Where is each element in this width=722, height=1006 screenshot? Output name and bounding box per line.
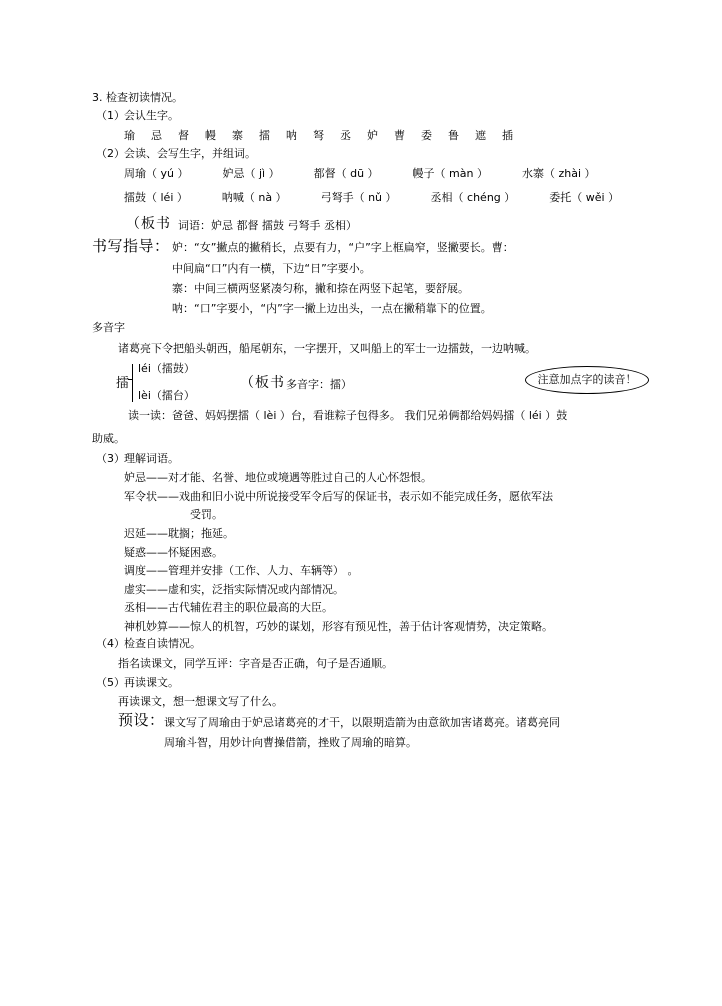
preset-line: 周瑜斗智，用妙计向曹操借箭，挫败了周瑜的暗算。: [164, 736, 417, 749]
char-item: 遮: [475, 129, 486, 142]
pinyin-item: 妒忌（ jì ）: [222, 167, 280, 180]
char-item: 呐: [286, 129, 297, 142]
definition-item: 迟延——耽搁；拖延。: [124, 527, 234, 540]
definition-item-cont: 受罚。: [190, 508, 223, 521]
preset-label: 预设：: [118, 711, 165, 729]
banshu-label: （板书: [126, 216, 171, 232]
section-title: 3. 检查初读情况。: [92, 91, 183, 104]
definition-item: 军令状——戏曲和旧小说中所说接受军令后写的保证书，表示如不能完成任务，愿依军法: [124, 490, 553, 503]
character-list: [124, 128, 529, 144]
pinyin-item: 都督（ dū ）: [313, 167, 379, 180]
definition-item: 妒忌——对才能、名誉、地位或境遇等胜过自己的人心怀怨恨。: [124, 471, 432, 484]
char-item: 委: [421, 129, 432, 142]
sub3-label: 理解词语。: [124, 452, 179, 465]
writing-guide-line: 寨：中间三横两竖紧凑匀称，撇和捺在两竖下起笔，要舒展。: [172, 282, 469, 295]
vocabulary-summary: 词语：妒忌 都督 擂鼓 弓弩手 丞相）: [178, 219, 357, 232]
sub5-label: 再读课文。: [124, 676, 179, 689]
char-item: 忌: [151, 129, 162, 142]
sub3-number: （3）: [96, 452, 125, 465]
pinyin-item: 水寨（ zhài ）: [521, 167, 596, 180]
char-item: 插: [502, 129, 513, 142]
reading-lei2: léi（擂鼓）: [138, 362, 195, 375]
sub5-number: （5）: [96, 676, 125, 689]
reading-lei4: lèi（擂台）: [138, 389, 195, 402]
char-item: 寨: [232, 129, 243, 142]
pinyin-row-2: [124, 190, 653, 206]
char-item: 丞: [340, 129, 351, 142]
polyphone-banshu-text: 多音字：擂）: [286, 378, 352, 391]
writing-guide-line: 妒：“女”撇点的撇稍长，点要有力，“户”字上框扁窄，竖撇要长。曹：: [172, 241, 514, 254]
pinyin-row-1: [124, 166, 630, 182]
definition-item: 虚实——虚和实，泛指实际情况或内部情况。: [124, 583, 344, 596]
sub2-number: （2）: [96, 147, 125, 160]
pinyin-item: 呐喊（ nà ）: [221, 191, 287, 204]
char-item: 曹: [394, 129, 405, 142]
pinyin-item: 擂鼓（ léi ）: [124, 191, 188, 204]
char-item: 幔: [205, 129, 216, 142]
char-item: 擂: [259, 129, 270, 142]
sub4-number: （4）: [96, 637, 125, 650]
pinyin-item: 周瑜（ yú ）: [124, 167, 189, 180]
char-item: 鲁: [448, 129, 459, 142]
banshu-label: （板书: [240, 375, 285, 391]
sub4-label: 检查自读情况。: [124, 637, 201, 650]
char-item: 妒: [367, 129, 378, 142]
char-item: 弩: [313, 129, 324, 142]
pinyin-item: 幔子（ màn ）: [412, 167, 488, 180]
sub1-number: （1）: [96, 109, 125, 122]
definition-item: 丞相——古代辅佐君主的职位最高的大臣。: [124, 601, 333, 614]
polyphone-heading: 多音字: [92, 321, 125, 334]
polyphone-sentence: 诸葛亮下令把船头朝西，船尾朝东，一字摆开，又叫船上的军士一边擂鼓，一边呐喊。: [118, 342, 536, 355]
pinyin-item: 弓弩手（ nǔ ）: [320, 191, 397, 204]
practice-reading: 读一读：爸爸、妈妈摆擂（ lèi ）台，看谁粽子包得多。 我们兄弟俩都给妈妈擂（ léi ）鼓: [128, 409, 568, 422]
definition-item: 神机妙算——惊人的机智，巧妙的谋划，形容有预见性，善于估计客观情势，决定策略。: [124, 620, 553, 633]
preset-line: 课文写了周瑜由于妒忌诸葛亮的才干，以限期造箭为由意欲加害诸葛亮。诸葛亮同: [164, 716, 560, 729]
sub5-text: 再读课文，想一想课文写了什么。: [118, 695, 283, 708]
sub4-text: 指名读课文，同学互评：字音是否正确，句子是否通顺。: [118, 657, 393, 670]
char-item: 督: [178, 129, 189, 142]
practice-reading-cont: 助威。: [92, 432, 125, 445]
definition-item: 调度——管理并安排（工作、人力、车辆等） 。: [124, 564, 359, 577]
definition-item: 疑惑——怀疑困惑。: [124, 546, 223, 559]
writing-guide-line: 呐：“口”字要小，“内”字一撇上边出头，一点在撇稍靠下的位置。: [172, 302, 492, 315]
polyphone-char: 擂: [116, 376, 130, 391]
pinyin-item: 丞相（ chéng ）: [430, 191, 516, 204]
sub1-label: 会认生字。: [124, 109, 179, 122]
sub2-label: 会读、会写生字，并组词。: [124, 147, 256, 160]
writing-guide-line: 中间扁“口”内有一横，下边“日”字要小。: [172, 262, 371, 275]
pinyin-item: 委托（ wěi ）: [549, 191, 620, 204]
speech-bubble: 注意加点字的读音！: [525, 366, 649, 394]
writing-guide-label: 书写指导：: [92, 237, 170, 255]
char-item: 瑜: [124, 129, 135, 142]
